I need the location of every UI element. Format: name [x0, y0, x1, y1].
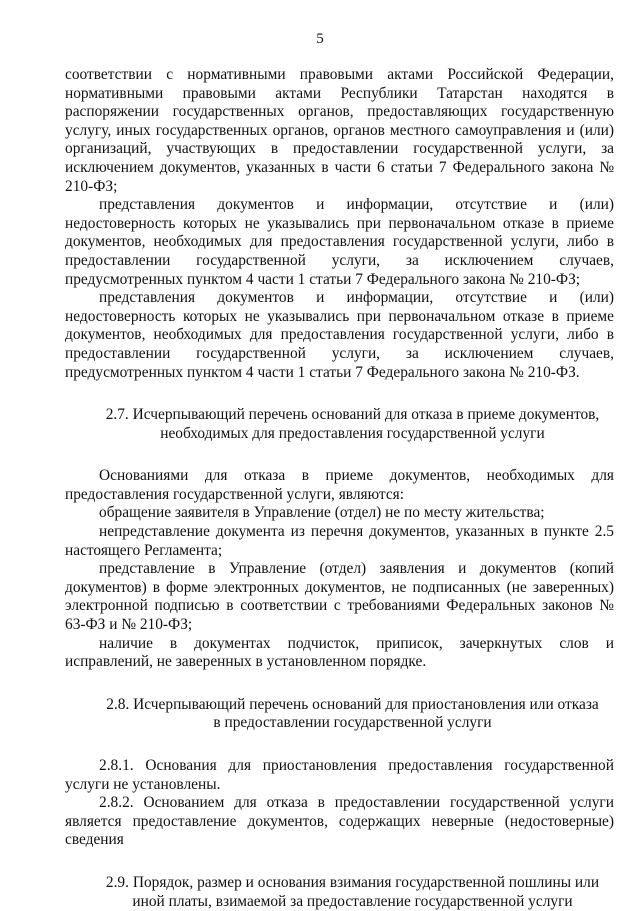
paragraph-2-8-1: 2.8.1. Основания для приостановления предоставления государственной услуги не установлены. [65, 757, 614, 793]
paragraph-intro: Основаниями для отказа в приеме документов, необходимых для предоставления государственной услуги, являются: [65, 467, 614, 503]
paragraph-2-8-2: 2.8.2. Основанием для отказа в предоставлении государственной услуги является предоставление документов, содержащих неверные (недостоверные) сведения [65, 794, 614, 849]
document-body [65, 66, 614, 911]
page-number: 5 [316, 31, 324, 47]
paragraph-list-item: представление в Управление (отдел) заявления и документов (копий документов) в форме электронных документов, не подписанных (не заверенных) электронной подписью в соответствии с требованиями Федеральных законов № 63-ФЗ и № 210-ФЗ; [65, 560, 614, 634]
paragraph-list-item: наличие в документах подчисток, приписок, зачеркнутых слов и исправлений, не заверенных в установленном порядке. [65, 634, 614, 671]
section-heading-2-7: 2.7. Исчерпывающий перечень оснований для отказа в приеме документов, необходимых для предоставления государственной услуги [105, 406, 600, 442]
paragraph-list-item: представления документов и информации, отсутствие и (или) недостоверность которых не указывались при первоначальном отказе в приеме документов, необходимых для предоставления государственной услуги, либо в предоставлении государственной услуги, за исключением случаев, предусмотренных пунктом 4 части 1 статьи 7 Федерального закона № 210-ФЗ. [65, 289, 614, 381]
paragraph-list-item: непредставление документа из перечня документов, указанных в пункте 2.5 настоящего Регламента; [65, 523, 614, 559]
section-heading-2-9: 2.9. Порядок, размер и основания взимания государственной пошлины или иной платы, взимаемой за предоставление государственной услуги [105, 873, 600, 910]
paragraph-continuation: соответствии с нормативными правовыми актами Российской Федерации, нормативными правовыми актами Республики Татарстан находятся в распоряжении государственных органов, предоставляющих государственную услугу, иных государственных органов, органов местного самоуправления и (или) организаций, участвующих в предоставлении государственной услуги, за исключением документов, указанных в части 6 статьи 7 Федерального закона № 210-ФЗ; [65, 66, 614, 195]
section-heading-2-8: 2.8. Исчерпывающий перечень оснований для приостановления или отказа в предоставлении государственной услуги [106, 695, 599, 732]
paragraph-list-item: обращение заявителя в Управление (отдел) не по месту жительства; [99, 504, 545, 522]
paragraph-list-item: представления документов и информации, отсутствие и (или) недостоверность которых не указывались при первоначальном отказе в приеме документов, необходимых для предоставления государственной услуги, либо в предоставлении государственной услуги, за исключением случаев, предусмотренных пунктом 4 части 1 статьи 7 Федерального закона № 210-ФЗ; [65, 196, 614, 288]
